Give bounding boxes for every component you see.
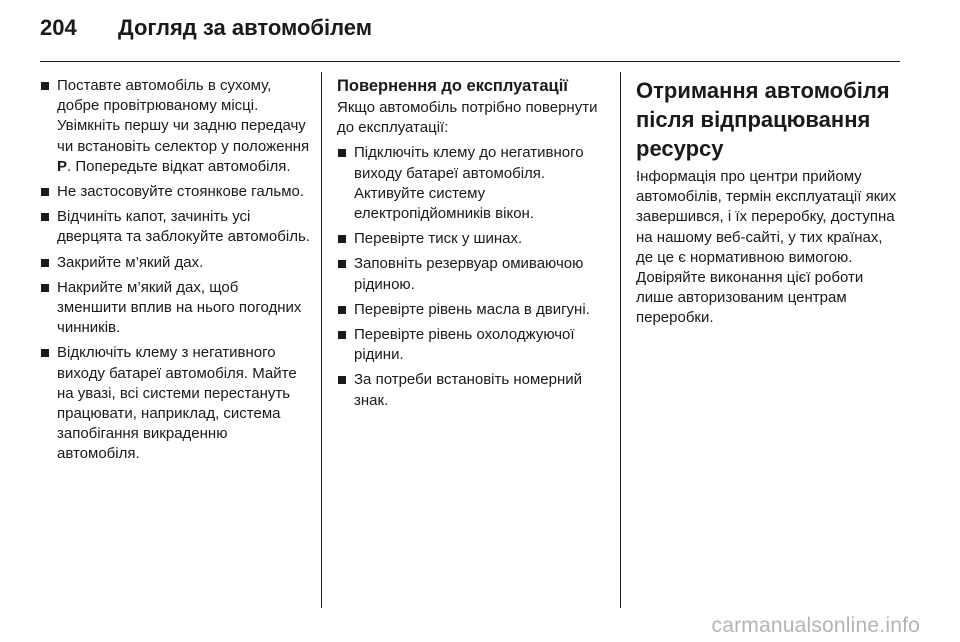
list-item-text: Закрийте м’який дах. <box>57 253 204 271</box>
watermark-text: carmanualsonline.info <box>711 614 920 637</box>
bullet-square-icon <box>338 376 346 384</box>
header-divider <box>40 61 900 62</box>
list-item <box>40 343 310 464</box>
page-title: Догляд за автомобілем <box>118 15 373 40</box>
list-item-text: Перевірте тиск у шинах. <box>354 230 523 248</box>
list-item <box>40 278 310 339</box>
list-item-text: . Попередьте відкат автомобіля. <box>67 157 291 175</box>
column-divider-left <box>321 72 322 608</box>
list-item-text: Заповніть резервуар омиваючою рідиною. <box>354 255 584 293</box>
column-storage-steps <box>40 76 310 470</box>
bullet-square-icon <box>41 213 49 221</box>
list-item-text: Перевірте рівень охолоджуючої рідини. <box>354 326 575 364</box>
bullet-square-icon <box>338 260 346 268</box>
gear-position-label: P <box>57 157 68 175</box>
column-divider-right <box>620 72 621 608</box>
page-header <box>40 13 372 43</box>
bullet-square-icon <box>338 235 346 243</box>
list-item <box>337 254 607 294</box>
list-item <box>40 253 310 273</box>
bullet-square-icon <box>41 259 49 267</box>
list-item <box>337 143 607 224</box>
bullet-square-icon <box>41 82 49 90</box>
list-item-text: Відчиніть капот, зачиніть усі дверцята та заблокуйте автомобіль. <box>57 208 310 246</box>
column-end-of-life <box>636 76 900 329</box>
section-heading: Повернення до експлуатації <box>337 77 568 95</box>
list-item-text: Перевірте рівень масла в двигуні. <box>354 300 590 318</box>
bullet-square-icon <box>41 284 49 292</box>
bullet-square-icon <box>338 149 346 157</box>
list-item <box>40 76 310 177</box>
list-item <box>337 229 607 249</box>
list-item <box>337 370 607 410</box>
list-item <box>40 207 310 247</box>
list-item-text: Накрийте м’який дах, щоб зменшити вплив на нього погодних чинників. <box>57 278 302 337</box>
list-item <box>337 300 607 320</box>
list-item <box>40 182 310 202</box>
list-item <box>337 325 607 365</box>
bullet-square-icon <box>338 306 346 314</box>
bullet-square-icon <box>41 349 49 357</box>
section-intro: Якщо автомобіль потрібно повернути до експлуатації: <box>337 99 598 137</box>
list-item-text: Не застосовуйте стоянкове гальмо. <box>57 183 305 201</box>
section-heading-large: Отримання автомобіля після відпрацювання ресурсу <box>636 78 890 161</box>
list-item-text: За потреби встановіть номерний знак. <box>354 371 583 409</box>
return-steps-list <box>337 143 607 410</box>
page-number: 204 <box>40 15 77 40</box>
section-paragraph: Інформація про центри прийому автомобілів, термін експлуатації яких завершився, і їх переробку, доступна на нашому веб-сайті, у тих країнах, де це є нормативною вимогою. Довіряйте виконання цієї роботи лише авторизованим центрам переробки. <box>636 168 897 327</box>
list-item-text: Поставте автомобіль в сухому, добре провітрюваному місці. Увімкніть першу чи задню передачу чи встановіть селектор у положення <box>57 77 310 155</box>
bullet-square-icon <box>338 331 346 339</box>
list-item-text: Підключіть клему до негативного виходу батареї автомобіля. Активуйте систему електропідйомників вікон. <box>354 144 584 223</box>
storage-steps-list <box>40 76 310 465</box>
column-return-to-service <box>337 76 607 416</box>
list-item-text: Відключіть клему з негативного виходу батареї автомобіля. Майте на увазі, всі системи перестануть працювати, наприклад, система запобігання викраденню автомобіля. <box>57 344 297 463</box>
bullet-square-icon <box>41 188 49 196</box>
